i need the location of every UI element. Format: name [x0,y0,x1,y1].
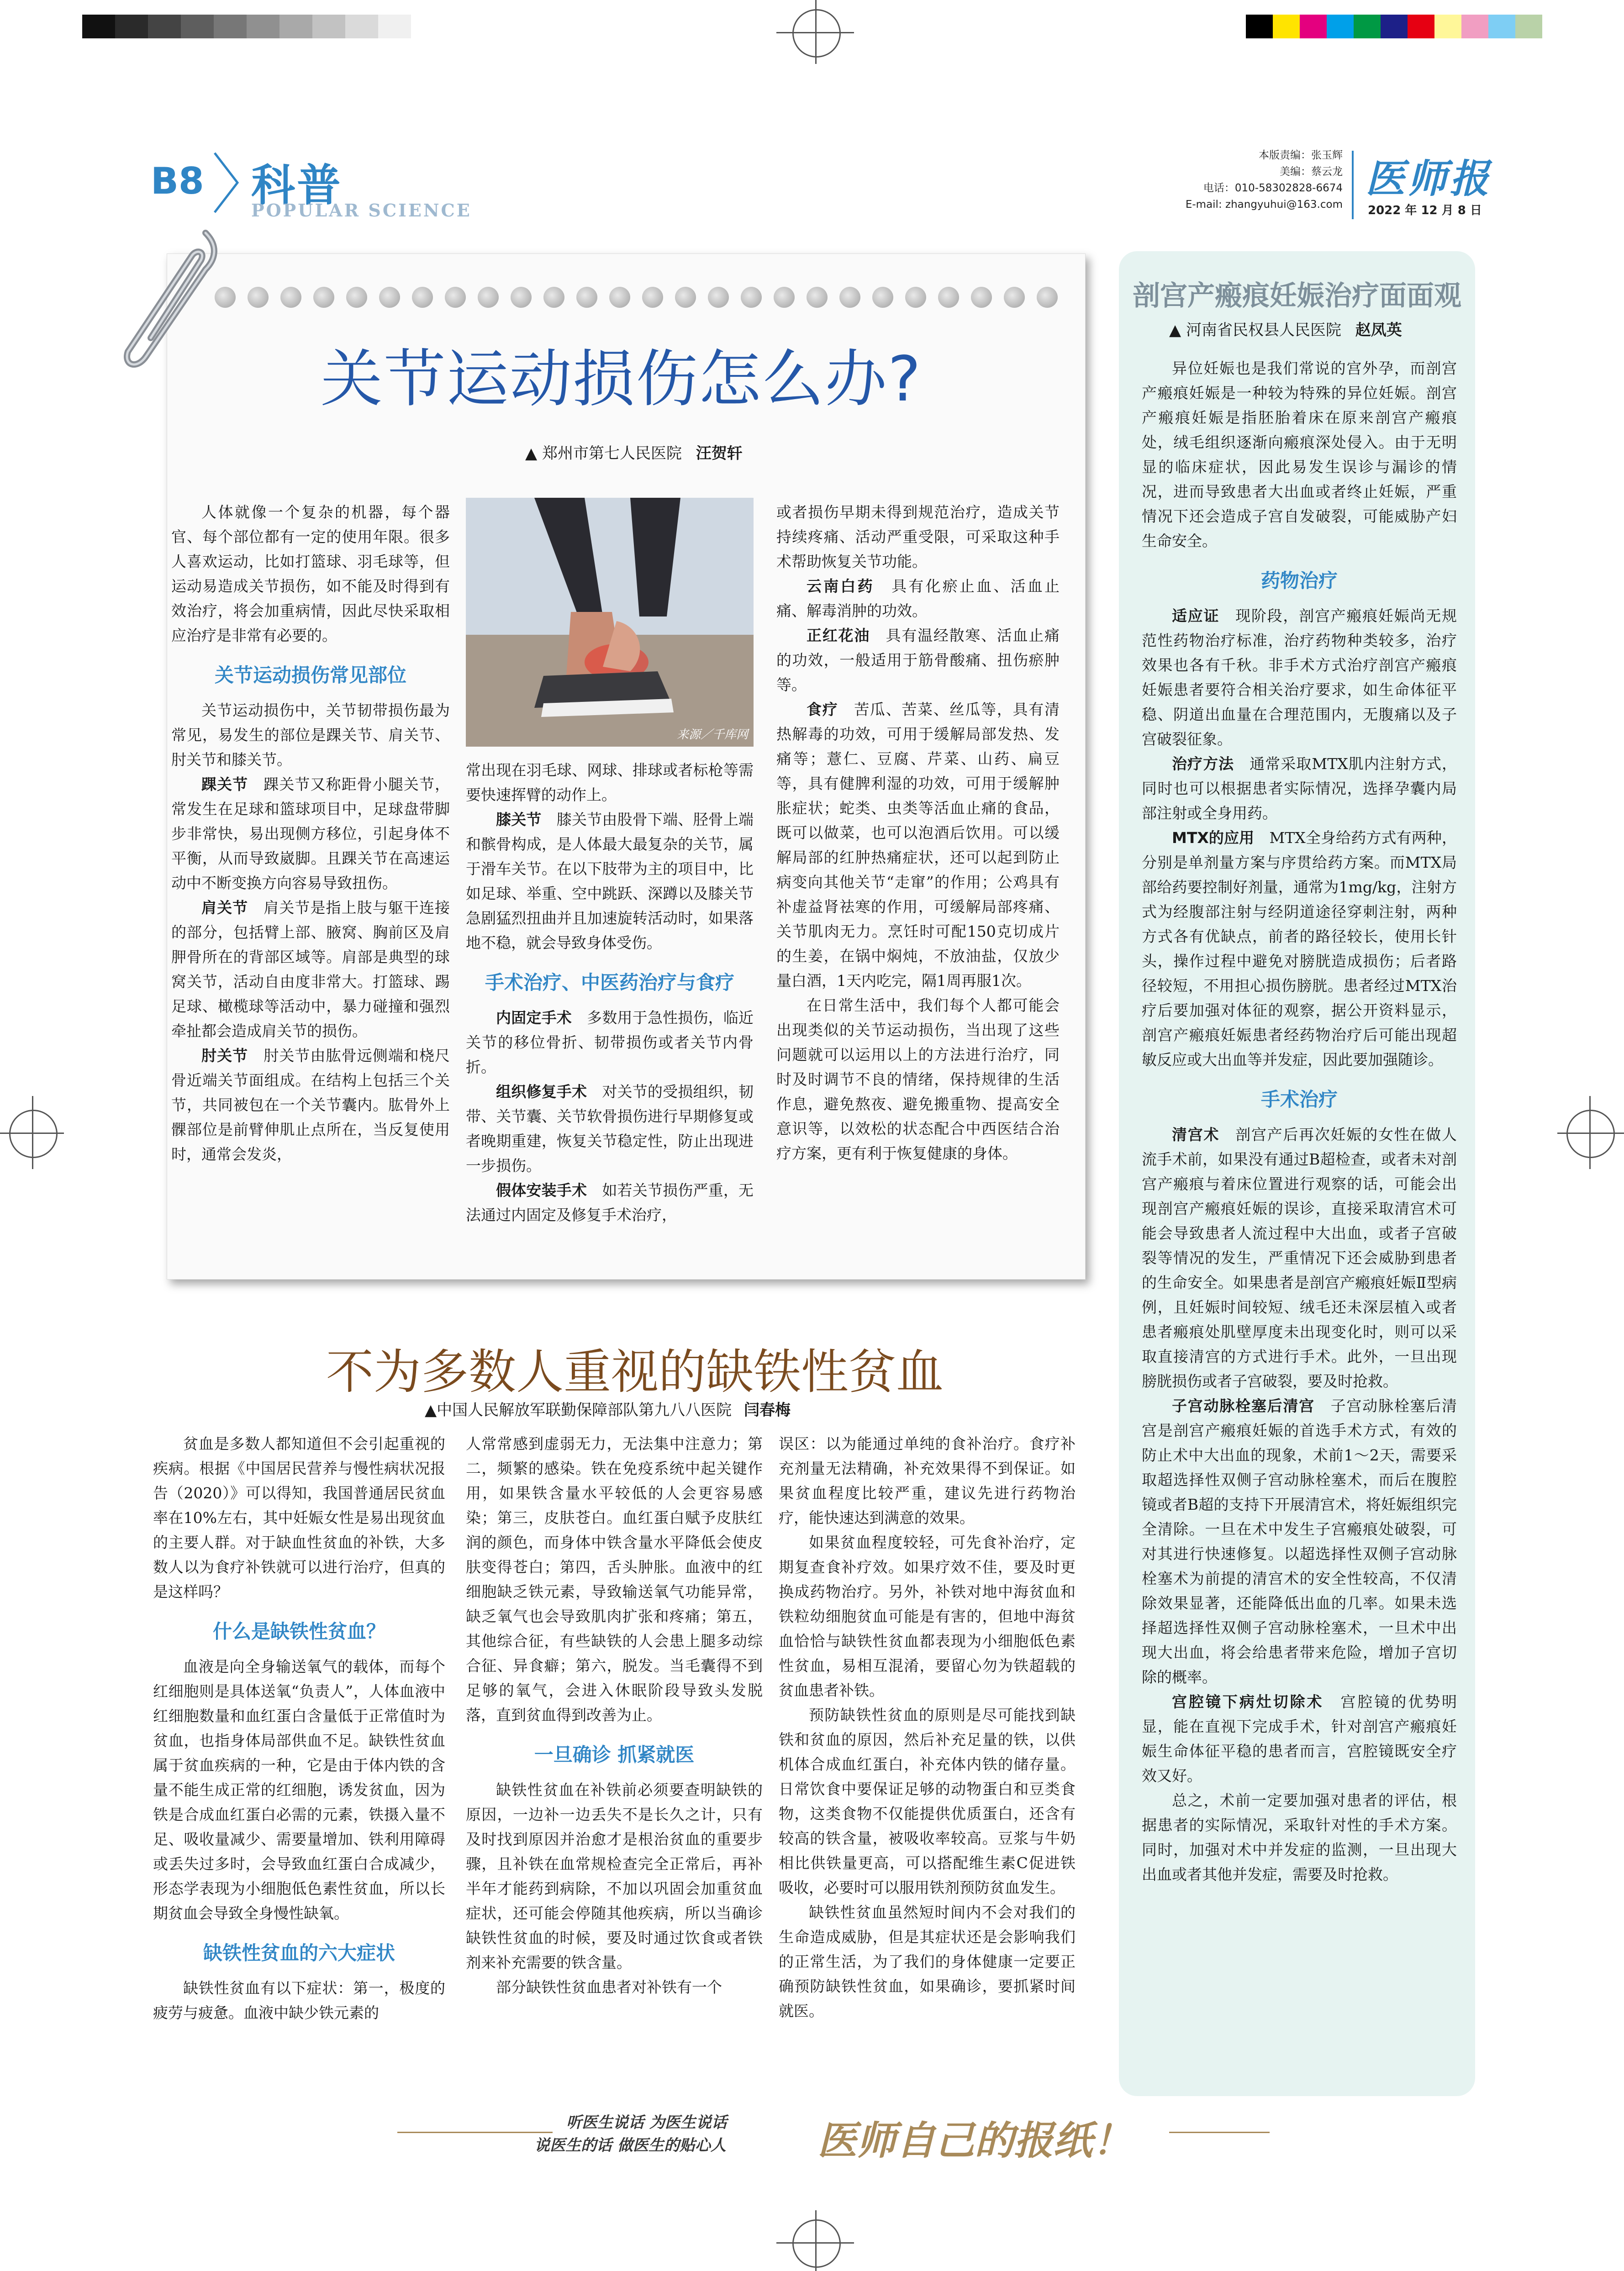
paragraph [779,1900,1076,2023]
editor-line: 本版责编：张玉辉 [1259,149,1343,161]
color-swatch [1488,15,1515,38]
paragraph [153,1432,445,1604]
paragraph-text: 多数用于急性损伤，临近关节的移位骨折、韧带损伤或者关节内骨折。 [466,1009,754,1076]
binder-hole [774,287,795,308]
binder-hole [511,287,532,308]
byline-author: 汪贺轩 [696,444,743,463]
paragraph-text: 踝关节又称距骨小腿关节，常发生在足球和篮球项目中，足球盘带脚步非常快，易出现侧方移位，引起身体不平衡，从而导致崴脚。且踝关节在高速运动中不断变换方向容易导致扭伤。 [171,775,450,892]
designer-line: 美编：蔡云龙 [1280,166,1343,178]
binder-hole [938,287,959,308]
paragraph [779,1703,1076,1900]
byline-author: 赵凤英 [1355,321,1402,339]
paragraph-lead: 清宫术 [1172,1126,1220,1143]
paragraph-lead: 正红花油 [807,627,870,644]
color-swatch [279,15,312,38]
binder-hole [1037,287,1058,308]
paragraph-text: 膝关节由股骨下端、胫骨上端和髌骨构成，是人体最大最复杂的关节，属于滑车关节。在以下肢带为主的项目中，比如足球、举重、空中跳跃、深蹲以及膝关节急剧猛烈扭曲并且加速旋转活动时，如果落地不稳，就会导致身体受伤。 [466,811,754,952]
paragraph-text: 或者损伤早期未得到规范治疗，造成关节持续疼痛、活动严重受限，可采取这种手术帮助恢复关节功能。 [776,503,1060,570]
paragraph [1142,1690,1457,1788]
paragraph-lead: 适应证 [1172,607,1220,625]
header-divider [1352,151,1354,219]
footer-slogan-2: 说医生的话 做医生的贴心人 [534,2136,726,2155]
sidebar-byline [1169,317,1402,340]
paragraph-text: 血液是向全身输送氧气的载体，而每个红细胞则是具体送氧“负责人”，人体血液中红细胞数量和血红蛋白含量低于正常值时为贫血，也指身体局部供血不足。缺铁性贫血属于贫血疾病的一种，它是由于体内铁的含量不能生成正常的红细胞，诱发贫血，因为铁是合成血红蛋白必需的元素，铁摄入量不足、吸收量减少、需要量增加、铁利用障碍或丢失过多时，会导致血红蛋白合成减少，形态学表现为小细胞低色素性贫血，所以长期贫血会导致全身慢性缺氧。 [153,1658,445,1922]
paragraph [1142,1122,1457,1394]
paragraph-lead: MTX的应用 [1172,829,1255,847]
paragraph-text: 缺铁性贫血有以下症状：第一，极度的疲劳与疲惫。血液中缺少铁元素的 [153,1979,445,2022]
color-swatch [115,15,148,38]
binder-hole [248,287,269,308]
editor-info [1114,147,1343,213]
color-swatch [148,15,181,38]
paragraph-lead: 踝关节 [201,775,248,793]
grayscale-bar [82,15,411,38]
paragraph-text: 子宫动脉栓塞后清宫是剖宫产瘢痕妊娠的首选手术方式，有效的防止术中大出血的现象，术前1～2天，需要采取超选择性双侧子宫动脉栓塞术，而后在腹腔镜或者B超的支持下开展清宫术，将妊娠组织完全清除。一旦在术中发生子宫瘢痕处破裂，可对其进行快速修复。以超选择性双侧子宫动脉栓塞术为前提的清宫术的安全性较高，不仅清除效果显著，还能降低出血的几率。如果未选择超选择性双侧子宫动脉栓塞术，一旦术中出现大出血，将会给患者带来危险，增加子宫切除的概率。 [1142,1397,1457,1686]
paragraph [779,1432,1076,1530]
article-1-title: 关节运动损伤怎么办? [320,343,922,416]
byline-author: 闫春梅 [743,1401,791,1419]
binder-hole [971,287,992,308]
paragraph-lead: 肘关节 [201,1047,248,1064]
paragraph-lead: 肩关节 [201,899,248,917]
color-swatch [1381,15,1408,38]
footer-rule-right [1169,2132,1270,2133]
binder-hole [905,287,926,308]
section-heading: 手术治疗 [1260,1088,1338,1111]
color-swatch [82,15,115,38]
color-swatch [1434,15,1461,38]
issue-date: 2022 年 12 月 8 日 [1368,204,1482,217]
article-1-col-3 [776,500,1060,1166]
paragraph [776,623,1060,697]
paragraph-lead: 膝关节 [496,811,542,828]
paragraph-text: 苦瓜、苦菜、丝瓜等，具有清热解毒的功效，可用于缓解局部发热、发痛等；薏仁、豆腐、芹菜、山药、扁豆等，具有健脾利湿的功效，可用于缓解肿胀症状；蛇类、虫类等活血止痛的食品，既可以做菜，也可以泡酒后饮用。可以缓解局部的红肿热痛症状，还可以起到防止病变向其他关节“走窜”的作用；公鸡具有补虚益肾祛寒的作用，可缓解局部疼痛、关节肌肉无力。烹饪时可配150克切成片的生姜，在锅中焖炖，不放油盐，仅放少量白酒，1天内吃完，隔1周再服1次。 [776,701,1060,990]
injured-ankle-illustration [466,498,754,747]
article-2-col-2 [466,1432,763,2000]
binder-hole [642,287,663,308]
sidebar-title: 剖宫产瘢痕妊娠治疗面面观 [1133,280,1461,312]
paragraph [171,698,450,772]
paragraph [776,697,1060,993]
paragraph-text: 常出现在羽毛球、网球、排球或者标枪等需要快速挥臂的动作上。 [466,761,754,804]
paragraph-lead: 假体安装手术 [496,1181,587,1199]
paragraph-lead: 治疗方法 [1172,755,1234,773]
color-swatch [1408,15,1434,38]
section-heading: 一旦确诊 抓紧就医 [534,1744,695,1766]
paragraph [1142,1788,1457,1887]
article-2-col-3 [779,1432,1076,2023]
paragraph [466,1006,754,1080]
section-subtitle: POPULAR SCIENCE [251,200,472,221]
binder-hole [675,287,696,308]
section-title: 科普 [251,160,343,211]
color-swatch [1273,15,1300,38]
color-swatch [247,15,279,38]
paragraph-text: 通常采取MTX肌内注射方式，同时也可以根据患者实际情况，选择孕囊内局部注射或全身用药。 [1142,755,1457,822]
paragraph [1142,356,1457,553]
color-swatch [181,15,214,38]
paragraph-text: 具有化瘀止血、活血止痛、解毒消肿的功效。 [776,577,1060,620]
paragraph [1142,826,1457,1072]
paragraph-text: 预防缺铁性贫血的原则是尽可能找到缺铁和贫血的原因，然后补充足量的铁，以供机体合成血红蛋白，补充体内铁的储存量。日常饮食中要保证足够的动物蛋白和豆类食物，这类食物不仅能提供优质蛋白，还含有较高的铁含量，被吸收率较高。豆浆与牛奶相比供铁量更高，可以搭配维生素C促进铁吸收，必要时可以服用铁剂预防贫血发生。 [779,1706,1076,1897]
paragraph [171,1043,450,1167]
masthead-logo: 医师报 [1366,156,1492,202]
email-line: E-mail: zhangyuhui@163.com [1185,199,1343,211]
binder-hole [478,287,499,308]
footer [0,2096,1624,2187]
binder-hole [708,287,729,308]
paragraph-text: 总之，术前一定要加强对患者的评估，根据患者的实际情况，采取针对性的手术方案。同时，加强对术中并发症的监测，一旦出现大出血或者其他并发症，需要及时抢救。 [1142,1792,1457,1883]
paragraph [171,896,450,1043]
binder-hole [807,287,828,308]
article-2-col-1 [153,1432,445,2025]
paragraph-text: 缺铁性贫血虽然短时间内不会对我们的生命造成威胁，但是其症状还是会影响我们的正常生活，为了我们的身体健康一定要正确预防缺铁性贫血，如果确诊，要抓紧时间就医。 [779,1903,1076,2020]
binder-hole [346,287,367,308]
article-1-col-1 [171,500,450,1167]
paragraph-lead: 宫腔镜下病灶切除术 [1172,1693,1324,1711]
paragraph-text: 具有温经散寒、活血止痛的功效，一般适用于筋骨酸痛、扭伤瘀肿等。 [776,627,1060,694]
paragraph-text: 剖宫产后再次妊娠的女性在做人流手术前，如果没有通过B超检查，或者未对剖宫产瘢痕与着床位置进行观察的话，可能会出现剖宫产瘢痕妊娠的误诊，直接采取清宫术可能会导致患者人流过程中大出血，或者子宫破裂等情况的发生，严重情况下还会威胁到患者的生命安全。如果患者是剖宫产瘢痕妊娠Ⅱ型病例，且妊娠时间较短、绒毛还未深层植入或者患者瘢痕处肌壁厚度未出现变化时，则可以采取直接清宫的方式进行手术。此外，一旦出现膀胱损伤或者子宫破裂，要及时抢救。 [1142,1126,1457,1390]
binder-holes [215,287,1055,314]
color-swatch [1300,15,1327,38]
paragraph [153,1976,445,2025]
binder-hole [445,287,466,308]
binder-hole [741,287,762,308]
paragraph-text: MTX全身给药方式有两种，分别是单剂量方案与序贯给药方案。而MTX局部给药要控制好剂量，通常为1mg/kg，注射方式为经腹部注射与经阴道途径穿刺注射，两种方式各有优缺点，前者的路径较长，使用长针头，操作过程中避免对膀胱造成损伤；后者路径较短，不用担心损伤膀胱。患者经过MTX治疗后要加强对体征的观察，据公开资料显示，剖宫产瘢痕妊娠患者经药物治疗后可能出现超敏反应或大出血等并发症，因此要加强随诊。 [1142,829,1457,1069]
chevron-right-icon [210,151,242,215]
sidebar-body [1142,356,1457,1887]
binder-hole [313,287,334,308]
paragraph [153,1655,445,1926]
color-bar [1246,15,1543,38]
paragraph [466,807,754,955]
paragraph [466,1080,754,1178]
color-swatch [312,15,345,38]
color-swatch [1515,15,1542,38]
paragraph-text: 对关节的受损组织，韧带、关节囊、关节软骨损伤进行早期修复或者晚期重建，恢复关节稳定性，防止出现进一步损伤。 [466,1083,754,1175]
paragraph-lead: 子宫动脉栓塞后清宫 [1172,1397,1315,1415]
binder-hole [280,287,301,308]
phone-line: 电话：010-58302828-6674 [1203,182,1343,194]
binder-hole [379,287,400,308]
paragraph [466,758,754,807]
paragraph [776,500,1060,574]
section-heading: 手术治疗、中医药治疗与食疗 [485,971,734,994]
byline-org: ▲ 郑州市第七人民医院 [525,444,682,463]
binder-hole [412,287,433,308]
footer-rule-left [397,2132,553,2133]
paragraph-text: 缺铁性贫血在补铁前必须要查明缺铁的原因，一边补一边丢失不是长久之计，只有及时找到原因并治愈才是根治贫血的重要步骤，且补铁在血常规检查完全正常后，再补半年才能药到病除，不加以巩固会加重贫血症状，还可能会停随其他疾病，所以当确诊缺铁性贫血的时候，要及时通过饮食或者铁剂来补充需要的铁含量。 [466,1781,763,1971]
paragraph-text: 人常常感到虚弱无力，无法集中注意力；第二，频繁的感染。铁在免疫系统中起关键作用，如果铁含量水平较低的人会更容易感染；第三，皮肤苍白。血红蛋白赋予皮肤红润的颜色，而身体中铁含量水平降低会使皮肤变得苍白；第四，舌头肿胀。血液中的红细胞缺乏铁元素，导致输送氧气功能异常，缺乏氧气也会导致肌肉扩张和疼痛；第五，其他综合征，有些缺铁的人会患上腿多动综合征、异食癖；第六，脱发。当毛囊得不到足够的氧气，会进入休眠阶段导致头发脱落，直到贫血得到改善为止。 [466,1435,763,1724]
byline-org: ▲中国人民解放军联勤保障部队第九八八医院 [425,1401,732,1419]
paragraph-lead: 食疗 [807,701,838,718]
color-swatch [1246,15,1273,38]
image-credit: 来源／千库网 [676,728,748,742]
paragraph-text: 肩关节是指上肢与躯干连接的部分，包括臂上部、腋窝、胸前区及肩胛骨所在的背部区域等。肩部是典型的球窝关节，活动自由度非常大。打篮球、踢足球、橄榄球等活动中，暴力碰撞和强烈牵扯都会造成肩关节的损伤。 [171,899,450,1040]
paragraph-text: 贫血是多数人都知道但不会引起重视的疾病。根据《中国居民营养与慢性病状况报告（2020）》可以得知，我国普通居民贫血率在10%左右，其中妊娠女性是易出现贫血的主要人群。对于缺血性贫血的补铁，大多数人以为食疗补铁就可以进行治疗，但真的是这样吗？ [153,1435,445,1601]
section-heading: 药物治疗 [1260,569,1338,592]
binder-hole [839,287,860,308]
article-2-byline [425,1397,791,1420]
color-swatch [1461,15,1488,38]
color-swatch [214,15,247,38]
paragraph-lead: 云南白药 [807,577,875,595]
section-heading: 缺铁性贫血的六大症状 [203,1942,395,1964]
footer-slogan-big: 医师自己的报纸！ [817,2118,1132,2164]
color-swatch [1327,15,1354,38]
byline-org: ▲ 河南省民权县人民医院 [1169,321,1341,339]
paragraph [171,772,450,896]
paperclip-icon [114,219,228,393]
paragraph-text: 如果贫血程度较轻，可先食补治疗，定期复查食补疗效。如果疗效不佳，要及时更换成药物治疗。另外，补铁对地中海贫血和铁粒幼细胞贫血可能是有害的，但地中海贫血恰恰与缺铁性贫血都表现为小细胞低色素性贫血，易相互混淆，要留心勿为铁超载的贫血患者补铁。 [779,1533,1076,1699]
article-2-title: 不为多数人重视的缺铁性贫血 [326,1344,944,1400]
paragraph [776,574,1060,623]
paragraph-text: 部分缺铁性贫血患者对补铁有一个 [496,1978,722,1996]
paragraph-text: 关节运动损伤中，关节韧带损伤最为常见，易发生的部位是踝关节、肩关节、肘关节和膝关节。 [171,701,450,769]
paragraph-text: 宫腔镜的优势明显，能在直视下完成手术，针对剖宫产瘢痕妊娠生命体征平稳的患者而言，宫腔镜既安全疗效又好。 [1142,1693,1457,1785]
paragraph [776,993,1060,1166]
paragraph [779,1530,1076,1703]
paragraph [466,1778,763,1975]
color-swatch [345,15,378,38]
paragraph-text: 异位妊娠也是我们常说的宫外孕，而剖宫产瘢痕妊娠是一种较为特殊的异位妊娠。剖宫产瘢痕妊娠是指胚胎着床在原来剖宫产瘢痕处，绒毛组织逐渐向瘢痕深处侵入。由于无明显的临床症状，因此易发生误诊与漏诊的情况，进而导致患者大出血或者终止妊娠，严重情况下还会造成子宫自发破裂，可能威胁产妇生命安全。 [1142,359,1457,550]
binder-hole [543,287,564,308]
paragraph-text: 人体就像一个复杂的机器，每个器官、每个部位都有一定的使用年限。很多人喜欢运动，比如打篮球、羽毛球等，但运动易造成关节损伤，如不能及时得到有效治疗，将会加重病情，因此尽快采取相应治疗是非常有必要的。 [171,503,450,644]
paragraph [466,1432,763,1728]
paragraph-text: 如若关节损伤严重，无法通过内固定及修复手术治疗， [466,1181,754,1224]
page-number: B8 [151,160,204,202]
paragraph-lead: 组织修复手术 [496,1083,587,1101]
paragraph [1142,604,1457,752]
color-swatch [1354,15,1381,38]
article-1-byline [525,441,743,463]
paragraph [1142,1394,1457,1690]
paragraph-text: 在日常生活中，我们每个人都可能会出现类似的关节运动损伤，当出现了这些问题就可以运用以上的方法进行治疗，同时及时调节不良的情绪，保持规律的生活作息，避免熬夜、避免搬重物、提高安全意识等，以效松的状态配合中西医结合治疗方案，更有利于恢复健康的身体。 [776,996,1060,1162]
color-swatch [378,15,411,38]
paragraph-lead: 内固定手术 [496,1009,572,1027]
section-heading: 关节运动损伤常见部位 [214,664,406,686]
paragraph [466,1178,754,1228]
paragraph-text: 现阶段，剖宫产瘢痕妊娠尚无规范性药物治疗标准，治疗药物种类较多，治疗效果也各有千秋。非手术方式治疗剖宫产瘢痕妊娠患者要符合相关治疗要求，如生命体征平稳、阴道出血量在合理范围内，无腹痛以及子宫破裂征象。 [1142,607,1457,748]
section-heading: 什么是缺铁性贫血？ [212,1620,385,1643]
paragraph [466,1975,763,2000]
paragraph-text: 误区：以为能通过单纯的食补治疗。食疗补充剂量无法精确，补充效果得不到保证。如果贫血程度比较严重，建议先进行药物治疗，能快速达到满意的效果。 [779,1435,1076,1527]
paragraph-text: 肘关节由肱骨远侧端和桡尺骨近端关节面组成。在结构上包括三个关节，共同被包在一个关节囊内。肱骨外上髁部位是前臂伸肌止点所在，当反复使用时，通常会发炎， [171,1047,450,1163]
footer-slogan-1: 听医生说话 为医生说话 [566,2113,727,2132]
binder-hole [576,287,597,308]
binder-hole [1004,287,1025,308]
article-1-col-2 [466,758,754,1228]
article-1-photo [466,498,754,747]
paragraph [1142,752,1457,826]
paragraph [171,500,450,648]
binder-hole [609,287,630,308]
binder-hole [872,287,893,308]
